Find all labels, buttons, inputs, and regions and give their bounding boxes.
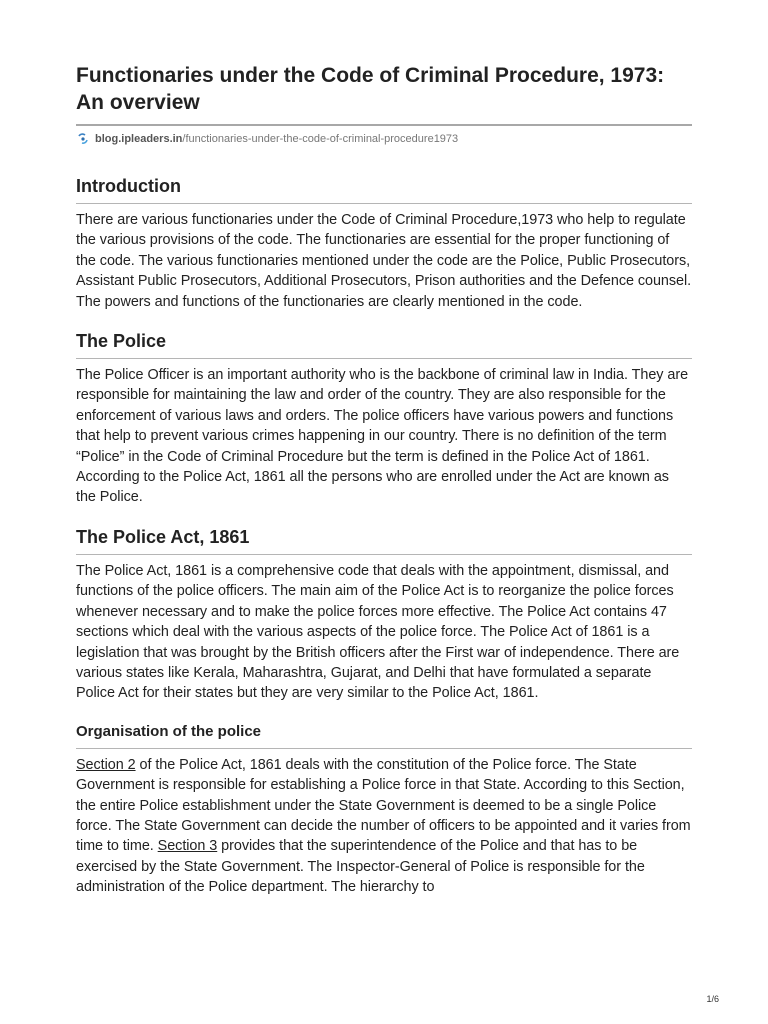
document-page xyxy=(76,62,692,898)
police-act-paragraph: The Police Act, 1861 is a comprehensive code that deals with the appointment, dismissal, and functions of the police officers. The main aim of the Police Act is to reorganize the police forces whenever necessary and to make the police forces more effective. The Police Act contains 47 sections which deal with the various aspects of the police force. The Police Act of 1861 is a legislation that was brought by the British officers after the First war of independence. There are various states like Kerala, Maharashtra, Gujarat, and Delhi that have formulated a separate Police Act for their states but they are very similar to the Police Act, 1861. xyxy=(76,562,680,702)
section-3-link[interactable]: Section 3 xyxy=(157,838,218,855)
organisation-paragraph xyxy=(76,755,692,898)
source-url[interactable] xyxy=(76,131,692,147)
heading-organisation: Organisation of the police xyxy=(76,722,692,749)
link-icon xyxy=(76,132,90,146)
heading-introduction: Introduction xyxy=(76,175,692,204)
page-number: 1/6 xyxy=(706,994,719,1004)
source-path: /functionaries-under-the-code-of-criminal-procedure1973 xyxy=(182,133,459,145)
source-domain: blog.ipleaders.in xyxy=(95,133,183,145)
police-paragraph: The Police Officer is an important authority who is the backbone of criminal law in India. They are responsible for maintaining the law and order of the country. They are also responsible for the enforcement of various laws and orders. The police officers have various powers and functions that help to prevent various crimes happening in our country. There is no definition of the term “Police” in the Code of Criminal Procedure but the term is defined in the Police Act of 1861. According to the Police Act, 1861 all the persons who are enrolled under the Act are known as the Police. xyxy=(76,367,689,506)
page-title: Functionaries under the Code of Criminal Procedure, 1973: An overview xyxy=(76,64,665,114)
organisation-text-1: of the Police Act, 1861 deals with the constitution of the Police force. The State Government is responsible for establishing a Police force in that State. According to this Section, the entire Police establishment under the State Government is deemed to be a single Police force. The State Government can decide the number of officers to be appointed and it varies from time to time. xyxy=(76,756,691,855)
heading-the-police: The Police xyxy=(76,330,692,359)
intro-paragraph: There are various functionaries under the Code of Criminal Procedure,1973 who help to regulate the various provisions of the code. The functionaries are essential for the proper functioning of the code. The various functionaries mentioned under the code are the Police, Public Prosecutors, Assistant Public Prosecutors, Additional Prosecutors, Prison authorities and the Defence counsel. The powers and functions of the functionaries are clearly mentioned in the code. xyxy=(76,212,692,310)
heading-police-act: The Police Act, 1861 xyxy=(76,526,692,555)
organisation-text-2: provides that the superintendence of the Police and that has to be exercised by the State Government. The Inspector-General of Police is responsible for the administration of the Police department. The hierarchy to xyxy=(76,838,645,896)
section-2-link[interactable]: Section 2 xyxy=(76,756,136,773)
title-divider xyxy=(76,124,692,126)
